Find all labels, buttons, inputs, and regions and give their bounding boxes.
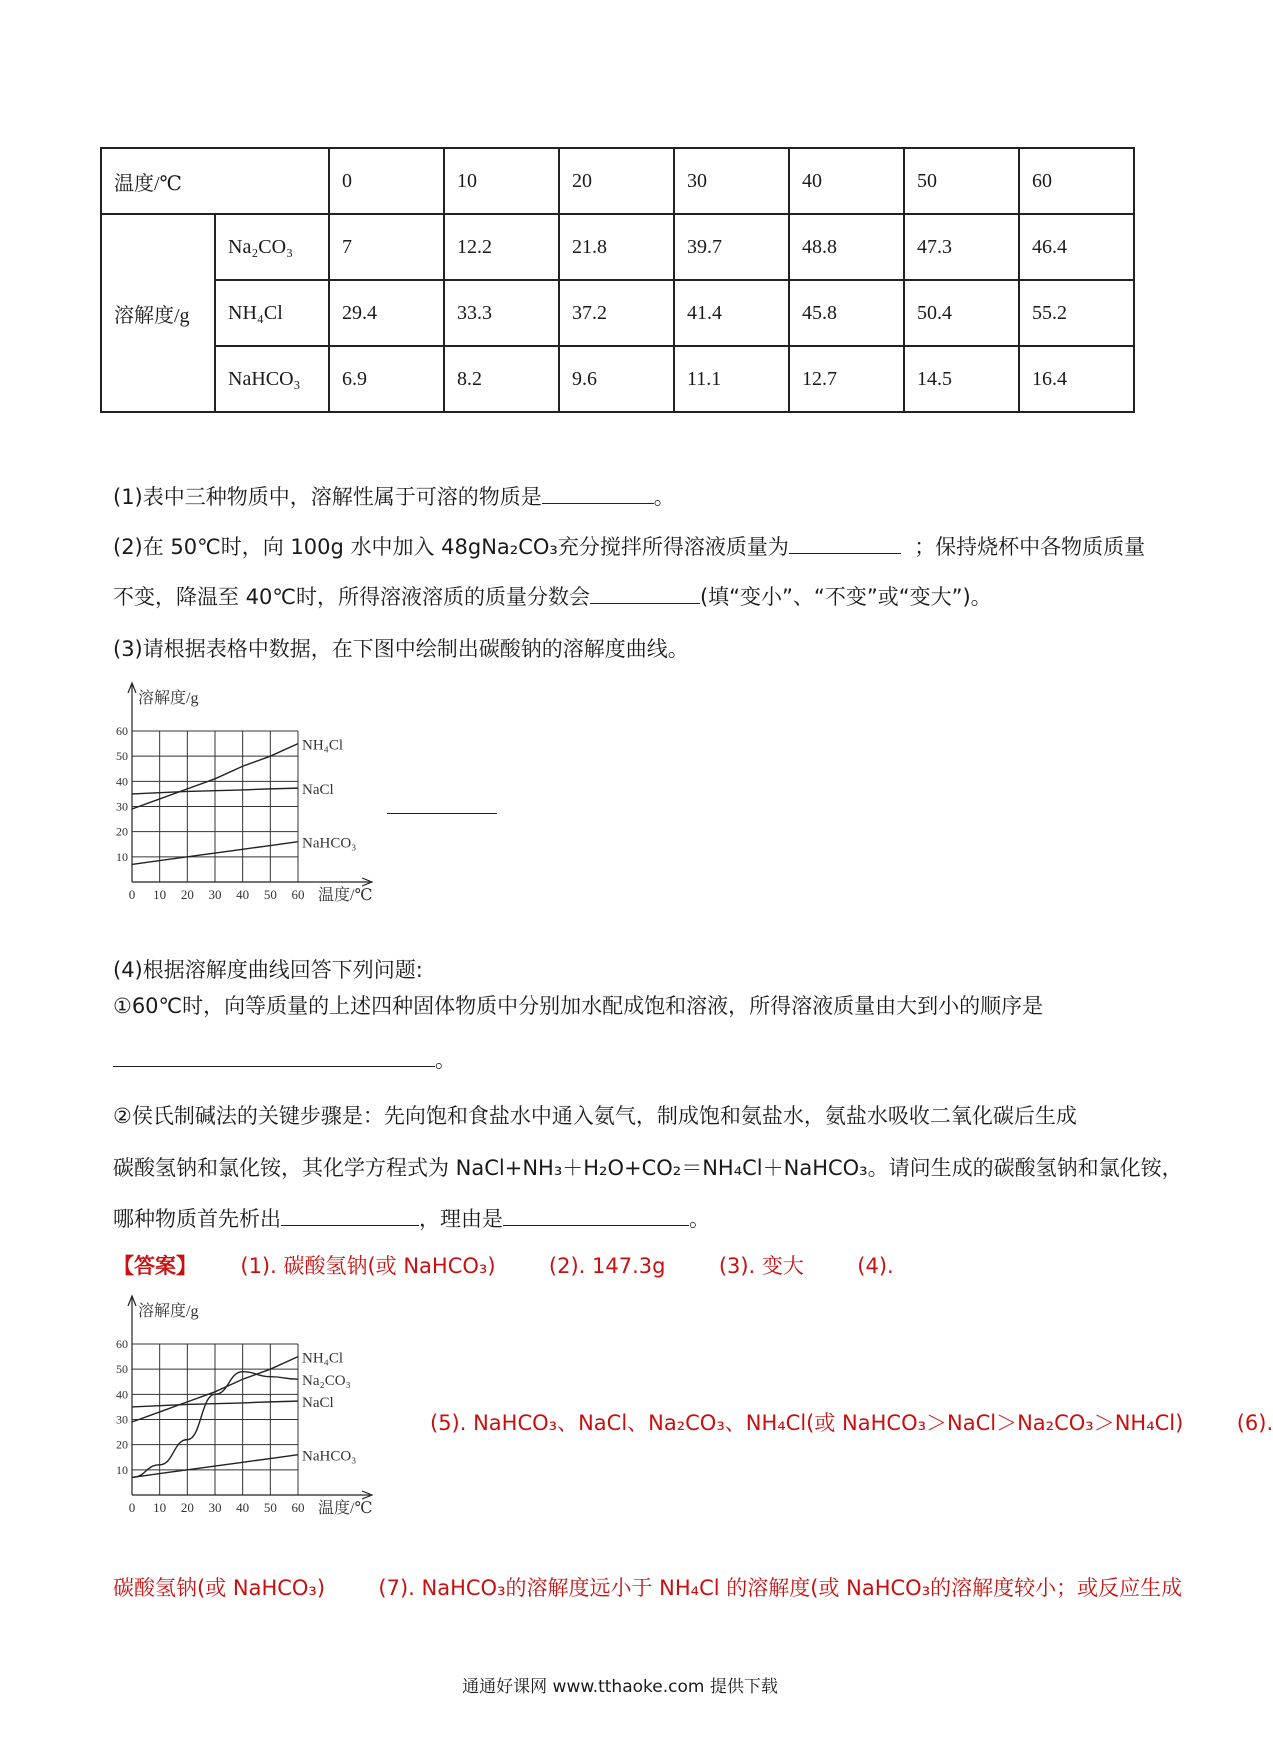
x-axis-label: 温度/℃ bbox=[318, 1500, 373, 1517]
answer-6: (6). bbox=[1236, 1411, 1273, 1435]
question-text: (2)在 50℃时，向 100g 水中加入 48gNa₂CO₃充分搅拌所得溶液质量为 bbox=[113, 535, 789, 559]
value-cell: 55.2 bbox=[1019, 280, 1134, 346]
value-cell: 14.5 bbox=[904, 346, 1019, 412]
answer-line-3 bbox=[113, 1572, 1182, 1602]
value-cell: 37.2 bbox=[559, 280, 674, 346]
temp-cell: 50 bbox=[904, 148, 1019, 214]
x-tick-label: 0 bbox=[128, 1500, 136, 1515]
value-cell: 33.3 bbox=[444, 280, 559, 346]
answer-blank[interactable] bbox=[590, 583, 700, 604]
value-cell: 11.1 bbox=[674, 346, 789, 412]
answer-label: 【答案】 bbox=[113, 1254, 197, 1278]
y-axis-label: 溶解度/g bbox=[138, 690, 199, 707]
value-cell: 6.9 bbox=[329, 346, 444, 412]
question-text: 哪种物质首先析出 bbox=[113, 1207, 281, 1231]
series-label: NH₄Cl bbox=[302, 1350, 344, 1367]
value-cell: 7 bbox=[329, 214, 444, 280]
series-label: NH₄Cl bbox=[302, 737, 344, 754]
value-cell: 21.8 bbox=[559, 214, 674, 280]
value-cell: 12.2 bbox=[444, 214, 559, 280]
x-tick-label: 30 bbox=[208, 887, 222, 902]
temp-label-cell: 温度/℃ bbox=[101, 148, 329, 214]
x-axis-label: 温度/℃ bbox=[318, 887, 373, 904]
temp-cell: 0 bbox=[329, 148, 444, 214]
y-tick-label: 50 bbox=[116, 749, 128, 764]
value-cell: 8.2 bbox=[444, 346, 559, 412]
value-cell: 48.8 bbox=[789, 214, 904, 280]
answer-5: (5). NaHCO₃、NaCl、Na₂CO₃、NH₄Cl(或 NaHCO₃＞NaCl＞Na₂CO₃＞NH₄Cl) bbox=[430, 1411, 1184, 1435]
question-text: ，理由是 bbox=[419, 1207, 503, 1231]
question-4-2-line-3 bbox=[113, 1203, 710, 1233]
y-tick-label: 30 bbox=[116, 799, 128, 814]
y-tick-label: 20 bbox=[116, 824, 128, 839]
question-text: (1)表中三种物质中，溶解性属于可溶的物质是 bbox=[113, 485, 542, 509]
y-tick-label: 60 bbox=[116, 1337, 128, 1351]
temp-cell: 20 bbox=[559, 148, 674, 214]
answer-blank[interactable] bbox=[113, 1046, 435, 1067]
x-tick-label: 10 bbox=[153, 887, 167, 902]
y-tick-label: 60 bbox=[116, 724, 128, 738]
substance-cell: NaHCO₃ bbox=[215, 346, 329, 412]
series-label: Na₂CO₃ bbox=[302, 1373, 351, 1390]
x-tick-label: 50 bbox=[263, 1500, 277, 1515]
table-row bbox=[101, 214, 1134, 280]
question-2-line-1 bbox=[113, 531, 1145, 561]
x-tick-label: 40 bbox=[236, 887, 250, 902]
value-cell: 16.4 bbox=[1019, 346, 1134, 412]
solubility-table bbox=[100, 147, 1135, 413]
answer-blank[interactable] bbox=[281, 1205, 419, 1226]
question-4-2-line-1: ②侯氏制碱法的关键步骤是：先向饱和食盐水中通入氨气，制成饱和氨盐水，氨盐水吸收二氧化碳后生成 bbox=[113, 1104, 1077, 1128]
answer-2: (2). 147.3g bbox=[548, 1254, 666, 1278]
punctuation: 。 bbox=[689, 1207, 710, 1231]
answer-6-text: 碳酸氢钠(或 NaHCO₃) bbox=[113, 1576, 326, 1600]
answer-blank[interactable] bbox=[789, 533, 901, 554]
temp-cell: 40 bbox=[789, 148, 904, 214]
series-label: NaCl bbox=[302, 782, 334, 799]
answer-blank[interactable] bbox=[542, 483, 654, 504]
series-label: NaHCO₃ bbox=[302, 835, 357, 852]
temp-cell: 30 bbox=[674, 148, 789, 214]
x-tick-label: 20 bbox=[180, 887, 194, 902]
value-cell: 12.7 bbox=[789, 346, 904, 412]
question-4: (4)根据溶解度曲线回答下列问题: bbox=[113, 958, 423, 982]
temp-cell: 10 bbox=[444, 148, 559, 214]
answer-blank-line[interactable] bbox=[387, 813, 497, 814]
answer-7: (7). NaHCO₃的溶解度远小于 NH₄Cl 的溶解度(或 NaHCO₃的溶解度较小；或反应生成 bbox=[378, 1576, 1183, 1600]
series-label: NaHCO₃ bbox=[302, 1448, 357, 1465]
solubility-chart-answer bbox=[108, 1290, 388, 1545]
question-text: ；保持烧杯中各物质质量 bbox=[914, 535, 1146, 559]
value-cell: 46.4 bbox=[1019, 214, 1134, 280]
answer-1: (1). 碳酸氢钠(或 NaHCO₃) bbox=[240, 1254, 496, 1278]
punctuation: 。 bbox=[653, 485, 675, 509]
y-tick-label: 30 bbox=[116, 1412, 128, 1427]
series-label: NaCl bbox=[302, 1395, 334, 1412]
question-4-1-blank bbox=[113, 1044, 456, 1074]
question-2-line-2 bbox=[113, 581, 992, 611]
y-tick-label: 10 bbox=[116, 849, 128, 864]
y-tick-label: 40 bbox=[116, 1387, 128, 1402]
x-tick-label: 60 bbox=[291, 1500, 305, 1515]
x-tick-label: 10 bbox=[153, 1500, 167, 1515]
punctuation: 。 bbox=[435, 1048, 456, 1072]
y-tick-label: 10 bbox=[116, 1462, 128, 1477]
question-1 bbox=[113, 481, 675, 511]
footer: 通通好课网 www.tthaoke.com 提供下载 bbox=[462, 1677, 778, 1697]
question-text: (填“变小”、“不变”或“变大”)。 bbox=[699, 585, 992, 609]
substance-cell: Na₂CO₃ bbox=[215, 214, 329, 280]
y-tick-label: 40 bbox=[116, 774, 128, 789]
solubility-label-cell: 溶解度/g bbox=[101, 214, 215, 412]
x-tick-label: 0 bbox=[128, 887, 136, 902]
value-cell: 9.6 bbox=[559, 346, 674, 412]
value-cell: 39.7 bbox=[674, 214, 789, 280]
value-cell: 47.3 bbox=[904, 214, 1019, 280]
value-cell: 29.4 bbox=[329, 280, 444, 346]
value-cell: 41.4 bbox=[674, 280, 789, 346]
answer-line-2 bbox=[430, 1407, 1273, 1437]
substance-cell: NH₄Cl bbox=[215, 280, 329, 346]
question-4-2-line-2: 碳酸氢钠和氯化铵，其化学方程式为 NaCl+NH₃＋H₂O+CO₂＝NH₄Cl＋NaHCO₃。请问生成的碳酸氢钠和氯化铵， bbox=[113, 1156, 1183, 1180]
y-tick-label: 50 bbox=[116, 1362, 128, 1377]
value-cell: 50.4 bbox=[904, 280, 1019, 346]
answer-blank[interactable] bbox=[503, 1205, 689, 1226]
y-axis-label: 溶解度/g bbox=[138, 1303, 199, 1320]
answer-4: (4). bbox=[857, 1254, 894, 1278]
temp-cell: 60 bbox=[1019, 148, 1134, 214]
value-cell: 45.8 bbox=[789, 280, 904, 346]
question-text: 不变，降温至 40℃时，所得溶液溶质的质量分数会 bbox=[113, 585, 590, 609]
x-tick-label: 40 bbox=[236, 1500, 250, 1515]
question-4-1: ①60℃时，向等质量的上述四种固体物质中分别加水配成饱和溶液，所得溶液质量由大到小的顺序是 bbox=[113, 994, 1044, 1018]
x-tick-label: 30 bbox=[208, 1500, 222, 1515]
question-3: (3)请根据表格中数据，在下图中绘制出碳酸钠的溶解度曲线。 bbox=[113, 637, 689, 661]
x-tick-label: 20 bbox=[180, 1500, 194, 1515]
table-row bbox=[101, 346, 1134, 412]
table-header-row bbox=[101, 148, 1134, 214]
table-row bbox=[101, 280, 1134, 346]
answer-3: (3). 变大 bbox=[718, 1254, 804, 1278]
y-tick-label: 20 bbox=[116, 1437, 128, 1452]
x-tick-label: 60 bbox=[291, 887, 305, 902]
answer-line-1 bbox=[113, 1250, 894, 1280]
x-tick-label: 50 bbox=[263, 887, 277, 902]
solubility-chart-question bbox=[108, 677, 388, 927]
